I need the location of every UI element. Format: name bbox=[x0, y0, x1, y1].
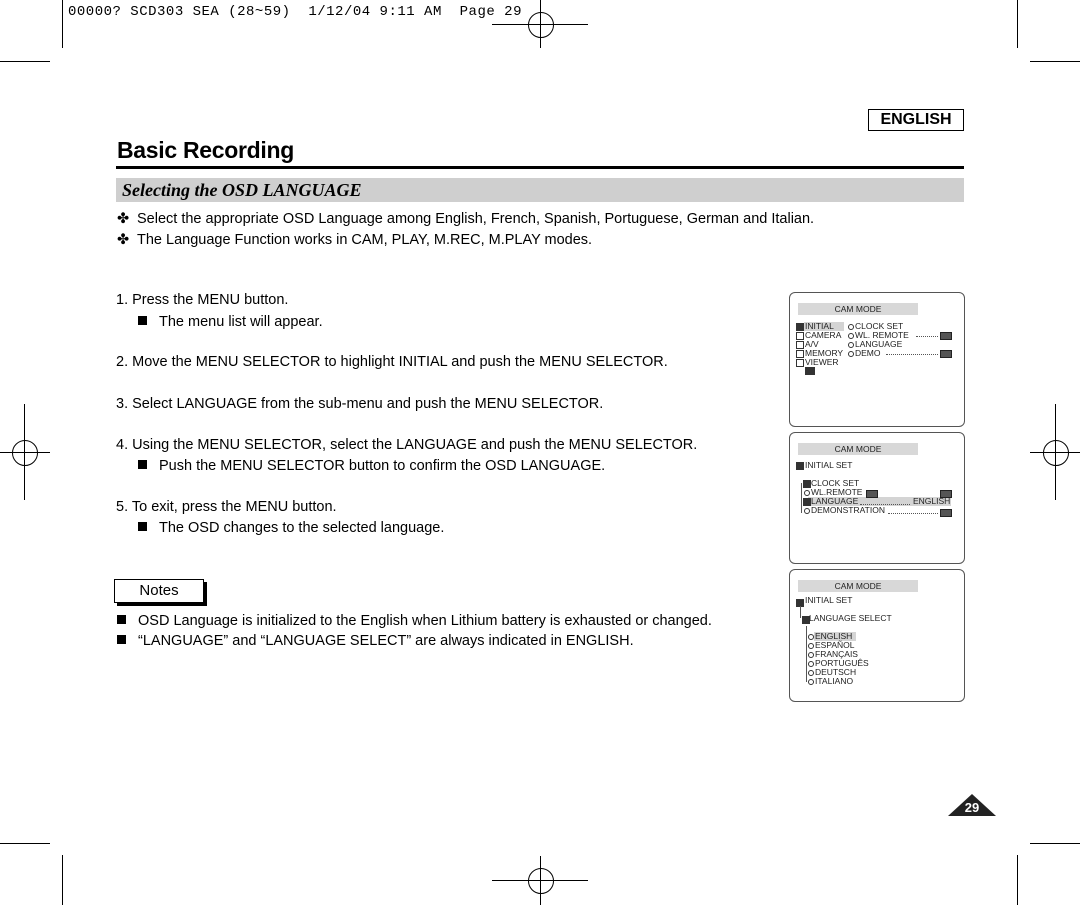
step-3: 3. Select LANGUAGE from the sub-menu and push the MENU SELECTOR. bbox=[116, 396, 604, 412]
osd-section-title: INITIAL SET bbox=[805, 460, 853, 470]
menu-folder-icon bbox=[796, 350, 804, 358]
osd-screen-language-select bbox=[789, 569, 965, 702]
menu-folder-icon bbox=[803, 480, 811, 488]
step-2: 2. Move the MENU SELECTOR to highlight INITIAL and push the MENU SELECTOR. bbox=[116, 354, 668, 370]
osd-menu-item: VIEWER bbox=[805, 357, 839, 367]
osd-menu-item: CAMERA bbox=[805, 330, 842, 340]
osd-language-option: DEUTSCH bbox=[815, 667, 857, 677]
osd-menu-item: LANGUAGE bbox=[811, 496, 859, 506]
page-number: 29 bbox=[964, 800, 980, 815]
osd-mode-header: CAM MODE bbox=[798, 580, 918, 592]
osd-language-value: ENGLISH bbox=[913, 496, 951, 506]
square-bullet-icon bbox=[138, 460, 147, 469]
step-1: 1. Press the MENU button. bbox=[116, 292, 289, 308]
square-bullet-icon bbox=[138, 522, 147, 531]
osd-mode-header: CAM MODE bbox=[798, 303, 918, 315]
section-title: Selecting the OSD LANGUAGE bbox=[122, 180, 362, 200]
osd-language-option: FRANÇAIS bbox=[815, 649, 858, 659]
osd-submenu-item: DEMO bbox=[855, 348, 881, 358]
osd-menu-item: A/V bbox=[805, 339, 819, 349]
cross-bullet-icon: ✤ bbox=[117, 232, 130, 248]
menu-folder-icon bbox=[796, 332, 804, 340]
indicator-icon bbox=[940, 350, 952, 358]
osd-submenu-item: WL. REMOTE bbox=[855, 330, 909, 340]
osd-mode-header: CAM MODE bbox=[798, 443, 918, 455]
language-tab: ENGLISH bbox=[868, 109, 964, 131]
menu-folder-icon bbox=[796, 341, 804, 349]
osd-submenu-item: LANGUAGE bbox=[855, 339, 903, 349]
step-1-note: The menu list will appear. bbox=[138, 314, 323, 330]
osd-screen-main-menu bbox=[789, 292, 965, 427]
menu-folder-icon bbox=[796, 462, 804, 470]
osd-subsection-title: LANGUAGE SELECT bbox=[809, 613, 892, 623]
osd-menu-item: CLOCK SET bbox=[811, 478, 860, 488]
osd-submenu-item: CLOCK SET bbox=[855, 321, 904, 331]
menu-folder-icon bbox=[796, 359, 804, 367]
cross-bullet-icon: ✤ bbox=[117, 211, 130, 227]
osd-language-option: PORTUGUÊS bbox=[815, 658, 869, 668]
remote-indicator-icon bbox=[866, 490, 878, 498]
step-4-note: Push the MENU SELECTOR button to confirm the OSD LANGUAGE. bbox=[138, 458, 605, 474]
square-bullet-icon bbox=[138, 316, 147, 325]
step-5-note: The OSD changes to the selected language. bbox=[138, 520, 444, 536]
square-bullet-icon bbox=[117, 635, 126, 644]
osd-section-title: INITIAL SET bbox=[805, 595, 853, 605]
menu-return-icon bbox=[805, 367, 815, 375]
step-4: 4. Using the MENU SELECTOR, select the LANGUAGE and push the MENU SELECTOR. bbox=[116, 437, 698, 453]
indicator-icon bbox=[940, 509, 952, 517]
osd-language-option: ESPAÑOL bbox=[815, 640, 855, 650]
osd-menu-item: INITIAL bbox=[805, 321, 834, 331]
title-rule bbox=[116, 166, 964, 169]
menu-folder-icon bbox=[796, 323, 804, 331]
osd-menu-item: WL.REMOTE bbox=[811, 487, 863, 497]
osd-language-option: ITALIANO bbox=[815, 676, 854, 686]
indicator-icon bbox=[940, 332, 952, 340]
notes-label: Notes bbox=[114, 579, 204, 603]
osd-screen-initial-set bbox=[789, 432, 965, 564]
print-slug: 00000? SCD303 SEA (28~59) 1/12/04 9:11 AM Page 29 bbox=[68, 4, 522, 20]
osd-language-option: ENGLISH bbox=[815, 631, 853, 641]
page-title: Basic Recording bbox=[117, 137, 294, 163]
note-item: OSD Language is initialized to the English when Lithium battery is exhausted or changed. bbox=[117, 613, 712, 629]
square-bullet-icon bbox=[117, 615, 126, 624]
menu-folder-icon bbox=[803, 498, 811, 506]
osd-menu-item: MEMORY bbox=[805, 348, 844, 358]
osd-menu-item: DEMONSTRATION bbox=[811, 505, 885, 515]
step-5: 5. To exit, press the MENU button. bbox=[116, 499, 337, 515]
note-item: “LANGUAGE” and “LANGUAGE SELECT” are always indicated in ENGLISH. bbox=[117, 633, 634, 649]
